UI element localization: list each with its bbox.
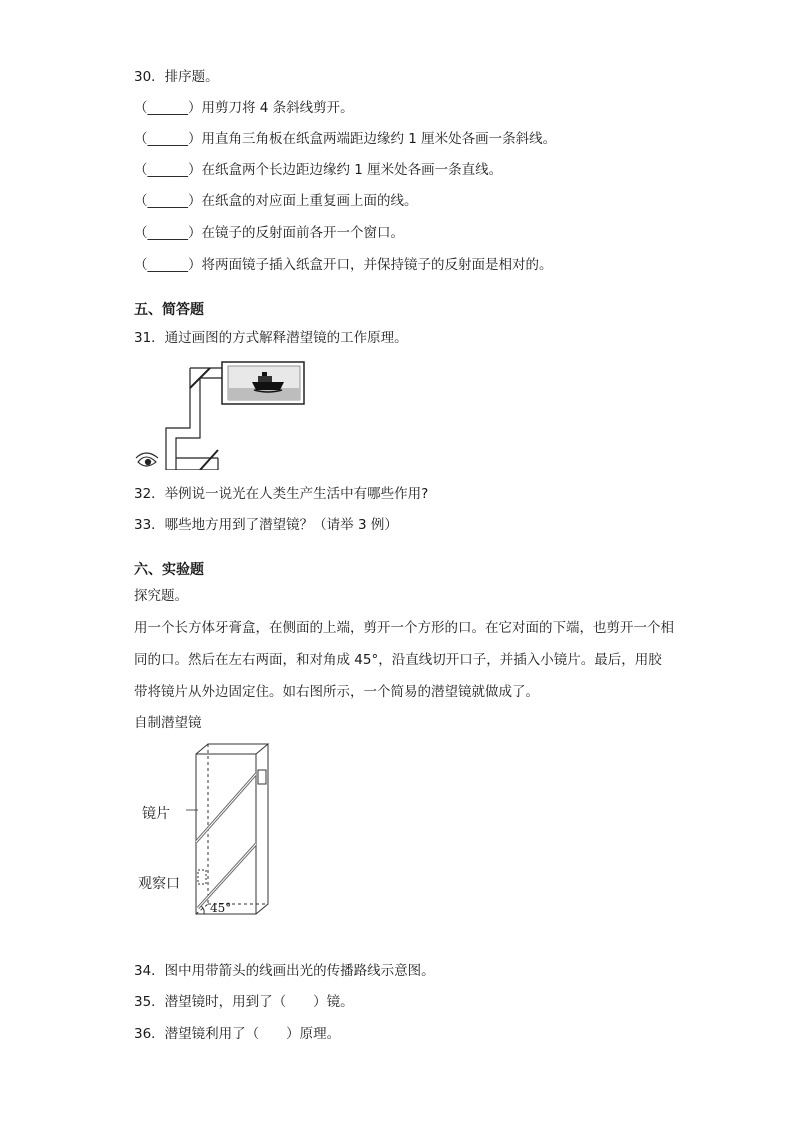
q30-option-1[interactable]: （______）用剪刀将 4 条斜线剪开。	[134, 100, 354, 116]
q31-text: 31．通过画图的方式解释潜望镜的工作原理。	[134, 330, 408, 346]
bottom-mirror	[200, 450, 218, 470]
eye-icon	[136, 453, 158, 466]
q30-option-2[interactable]: （______）用直角三角板在纸盒两端距边缘约 1 厘米处各画一条斜线。	[134, 131, 557, 147]
experiment-intro: 探究题。	[134, 588, 188, 604]
q35-text: 35．潜望镜时，用到了（ ）镜。	[134, 994, 354, 1010]
q32-text: 32．举例说一说光在人类生产生活中有哪些作用?	[134, 486, 429, 502]
q30-option-5[interactable]: （______）在镜子的反射面前各开一个窗口。	[134, 225, 404, 241]
angle-label: 45°	[210, 901, 232, 915]
tube-inner-line	[176, 378, 200, 470]
section-heading-short-answer: 五、简答题	[134, 302, 204, 318]
mirror-label: 镜片	[142, 806, 170, 822]
q30-option-6[interactable]: （______）将两面镜子插入纸盒开口，并保持镜子的反射面是相对的。	[134, 257, 553, 273]
top-window	[258, 770, 266, 784]
homemade-periscope-figure	[134, 740, 284, 920]
viewport-label: 观察口	[138, 876, 180, 892]
q33-text: 33．哪些地方用到了潜望镜？（请举 3 例）	[134, 517, 398, 533]
periscope-sketch-figure	[134, 360, 314, 470]
q30-title: 30．排序题。	[134, 69, 219, 85]
tube-outer-line	[166, 368, 190, 470]
experiment-paragraph: 用一个长方体牙膏盒，在侧面的上端，剪开一个方形的口。在它对面的下端，也剪开一个相同的口。然后在左右两面，和对角成 45°，沿直线切开口子，并插入小镜片。最后，用胶带将镜片从外边固定住。如右图所示，一个简易的潜望镜就做成了。	[134, 620, 674, 700]
section-heading-experiment: 六、实验题	[134, 562, 204, 578]
box-top-face	[196, 744, 268, 754]
q36-text: 36．潜望镜利用了（ ）原理。	[134, 1026, 341, 1042]
q30-option-4[interactable]: （______）在纸盒的对应面上重复画上面的线。	[134, 193, 418, 209]
experiment-caption: 自制潜望镜	[134, 715, 202, 731]
q34-text: 34．图中用带箭头的线画出光的传播路线示意图。	[134, 963, 435, 979]
q30-option-3[interactable]: （______）在纸盒两个长边距边缘约 1 厘米处各画一条直线。	[134, 162, 503, 178]
observation-port	[198, 870, 206, 884]
